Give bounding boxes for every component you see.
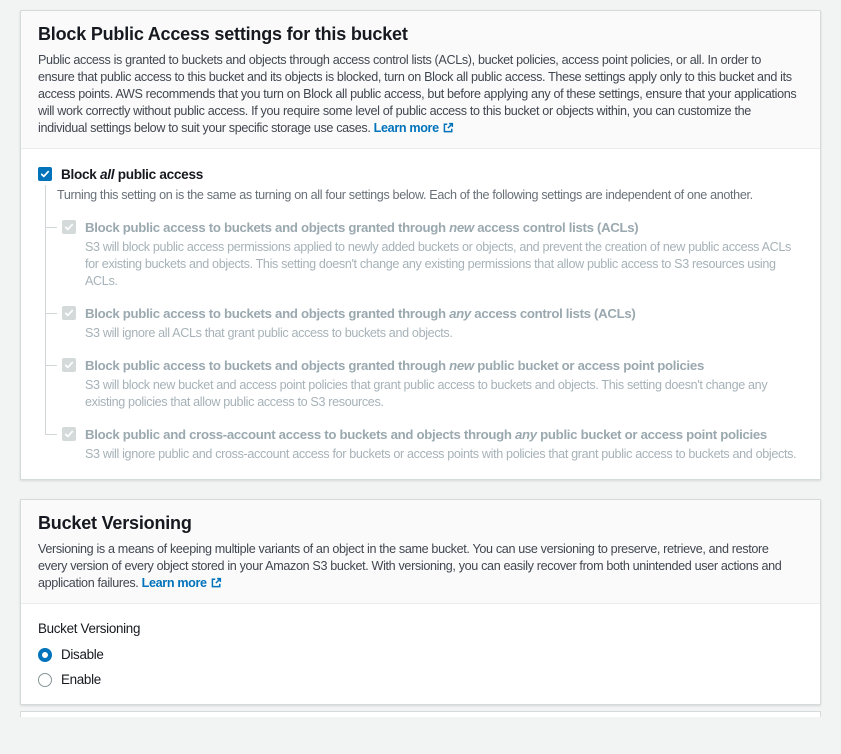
title-pre: Block public and cross-account access to buckets and objects through (85, 427, 515, 442)
enable-radio-label[interactable]: Enable (61, 672, 101, 687)
title-italic: any (514, 427, 537, 442)
sub-setting-row (62, 305, 800, 323)
sub-setting-checkbox (62, 306, 76, 320)
sub-setting-title (85, 426, 767, 444)
sub-setting-title (85, 357, 704, 375)
versioning-option-enable[interactable] (38, 671, 800, 688)
sub-setting-description: S3 will ignore public and cross-account access for buckets or access points with policies that grant public access to buckets and objects. (85, 447, 797, 461)
learn-more-label: Learn more (373, 121, 439, 135)
versioning-option-disable[interactable] (38, 646, 800, 663)
block-all-description: Turning this setting on is the same as turning on all four settings below. Each of the following settings are independent of one another. (57, 188, 753, 202)
title-post: access control lists (ACLs) (473, 220, 639, 235)
learn-more-link[interactable] (374, 121, 454, 135)
block-public-access-body (21, 149, 820, 479)
title-post: access control lists (ACLs) (470, 306, 636, 321)
title-pre: Block public access to buckets and objects granted through (85, 220, 450, 235)
block-all-public-access-checkbox[interactable] (38, 167, 52, 181)
tree-stub (45, 313, 57, 314)
tree-stub (45, 227, 57, 228)
checkmark-icon (63, 359, 75, 371)
checkmark-icon (39, 168, 51, 180)
label-italic: all (100, 167, 115, 182)
sub-setting-acls-new (45, 204, 800, 290)
bucket-versioning-section (20, 499, 821, 705)
title-post: public bucket or access point policies (473, 358, 704, 373)
learn-more-label: Learn more (141, 576, 207, 590)
title-pre: Block public access to buckets and objects granted through (85, 306, 450, 321)
title-post: public bucket or access point policies (536, 427, 767, 442)
disable-radio[interactable] (38, 648, 52, 662)
checkmark-icon (63, 221, 75, 233)
label-post: public access (114, 167, 203, 182)
sub-setting-description: S3 will block public access permissions applied to newly added buckets or objects, and prevent the creation of new public access ACLs for existing buckets and objects. This setting doesn't change any existing permissions that allow public access to S3 resources using ACLs. (85, 240, 791, 288)
learn-more-link[interactable] (142, 576, 222, 590)
sub-setting-policies-new (45, 342, 800, 411)
section-description (38, 541, 800, 592)
sub-setting-checkbox (62, 358, 76, 372)
sub-setting-row (62, 426, 800, 444)
block-public-access-section (20, 10, 821, 480)
checkmark-icon (63, 428, 75, 440)
sub-setting-title (85, 219, 638, 237)
tree-stub (45, 434, 57, 435)
sub-setting-title (85, 305, 635, 323)
sub-setting-policies-any (45, 411, 800, 463)
title-italic: new (449, 220, 474, 235)
sub-setting-description: S3 will ignore all ACLs that grant public access to buckets and objects. (85, 326, 453, 340)
title-italic: any (449, 306, 471, 321)
sub-setting-checkbox (62, 220, 76, 234)
section-description-text: Versioning is a means of keeping multiple variants of an object in the same bucket. You can use versioning to preserve, retrieve, and restore every version of every object stored in your Amazon S3 bucket. With versioning, you can easily recover from both unintended user actions and application failures. (38, 542, 782, 590)
section-description-text: Public access is granted to buckets and objects through access control lists (ACLs), bucket policies, access point policies, or all. In order to ensure that public access to this bucket and its objects is blocked, turn on Block all public access. These settings apply only to this bucket and its access points. AWS recommends that you turn on Block all public access, but before applying any of these settings, ensure that your applications will work correctly without public access. If you require some level of public access to this bucket or objects within, you can customize the individual settings below to suit your specific storage use cases. (38, 53, 797, 135)
block-all-public-access-label[interactable] (61, 166, 203, 183)
sub-setting-checkbox (62, 427, 76, 441)
tree-stub (45, 365, 57, 366)
title-pre: Block public access to buckets and objects granted through (85, 358, 450, 373)
sub-setting-acls-any (45, 290, 800, 342)
next-section-card-edge (20, 711, 821, 717)
title-italic: new (449, 358, 474, 373)
sub-setting-description: S3 will block new bucket and access point policies that grant public access to buckets and objects. This setting doesn't change any existing policies that allow public access to S3 resources. (85, 378, 768, 409)
section-title: Bucket Versioning (38, 513, 192, 533)
block-all-public-access-row (38, 166, 800, 183)
enable-radio[interactable] (38, 673, 52, 687)
external-link-icon (210, 577, 222, 589)
sub-settings-tree (45, 183, 800, 463)
section-description (38, 52, 800, 137)
checkmark-icon (63, 307, 75, 319)
label-pre: Block (61, 167, 100, 182)
sub-setting-row (62, 219, 800, 237)
sub-setting-row (62, 357, 800, 375)
disable-radio-label[interactable]: Disable (61, 647, 104, 662)
bucket-versioning-header (21, 500, 820, 604)
bucket-versioning-body (21, 604, 820, 704)
tree-line-end (45, 435, 46, 463)
bucket-versioning-field-label: Bucket Versioning (38, 621, 141, 636)
block-public-access-header (21, 11, 820, 149)
external-link-icon (442, 122, 454, 134)
section-title: Block Public Access settings for this bucket (38, 24, 408, 44)
